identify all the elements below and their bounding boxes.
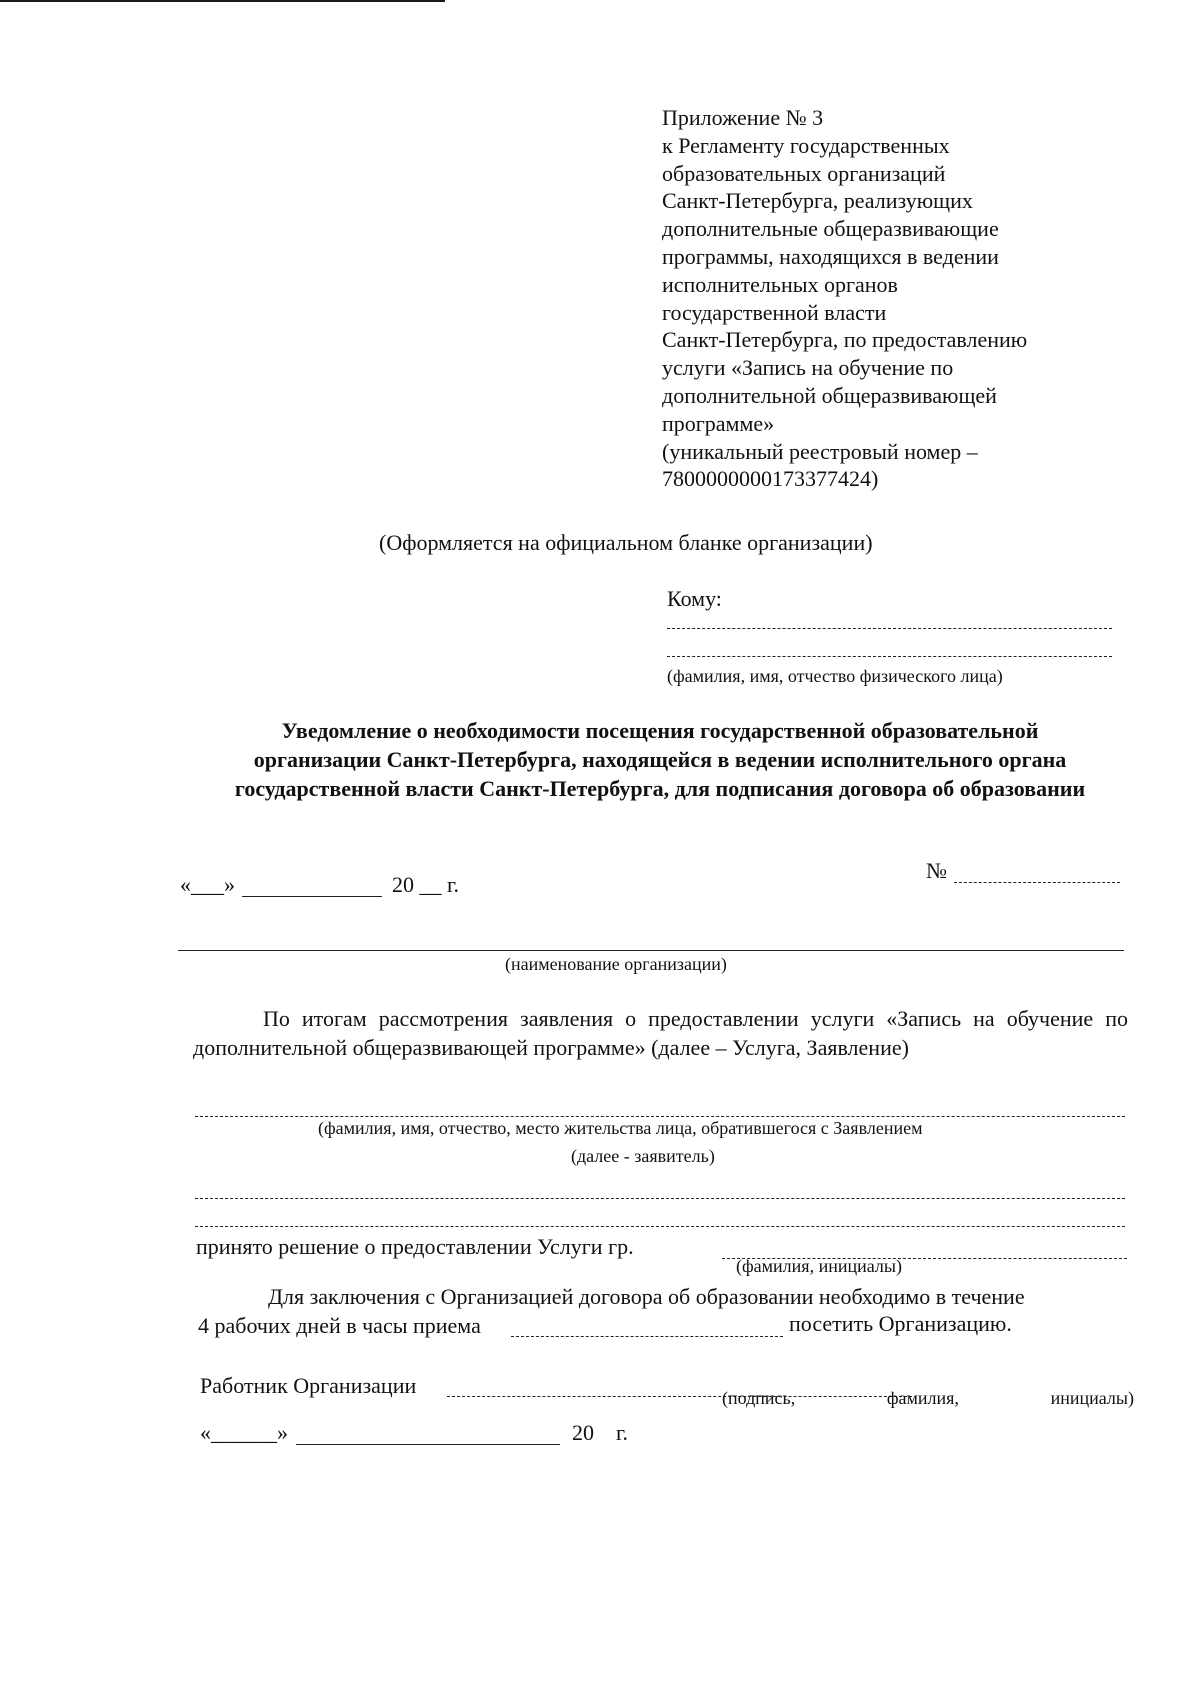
appendix-block bbox=[662, 104, 1027, 493]
appendix-line: Санкт-Петербурга, реализующих bbox=[662, 188, 973, 214]
date-month-line bbox=[242, 896, 382, 897]
main-paragraph bbox=[193, 1004, 1128, 1062]
appendix-line: исполнительных органов bbox=[662, 271, 898, 297]
paragraph-text: По итогам рассмотрения заявления о предоставлении услуги «Запись на обучение по дополнительной общеразвивающей программе» (далее – Услуга, Заявление) bbox=[193, 1006, 1128, 1060]
appendix-line: программы, находящихся в ведении bbox=[662, 243, 999, 269]
recipient-line-1 bbox=[667, 628, 1112, 629]
appendix-line: Санкт-Петербурга, по предоставлению bbox=[662, 327, 1028, 353]
appendix-line: Приложение № 3 bbox=[662, 105, 824, 130]
blank-note: (Оформляется на официальном бланке организации) bbox=[379, 530, 873, 555]
recipient-caption: (фамилия, имя, отчество физического лица) bbox=[667, 666, 1003, 686]
decision-caption: (фамилия, инициалы) bbox=[736, 1256, 902, 1276]
signature-caption-part: инициалы) bbox=[1050, 1388, 1134, 1408]
appendix-line: дополнительной общеразвивающей bbox=[662, 382, 997, 408]
applicant-line-1 bbox=[195, 1116, 1125, 1117]
signature-caption-part: фамилия, bbox=[886, 1388, 959, 1408]
title-line: государственной власти Санкт-Петербурга, для подписания договора об образовании bbox=[234, 776, 1086, 801]
applicant-caption-line-1: (фамилия, имя, отчество, место жительства лица, обратившегося с Заявлением bbox=[318, 1118, 923, 1138]
applicant-line-3 bbox=[195, 1226, 1125, 1227]
appendix-line: дополнительные общеразвивающие bbox=[662, 216, 999, 242]
title-line: Уведомление о необходимости посещения государственной образовательной bbox=[281, 718, 1039, 743]
bottom-date-open: «______» bbox=[200, 1420, 288, 1445]
appendix-line: программе» bbox=[662, 410, 775, 436]
title-line: организации Санкт-Петербурга, находящейся в ведении исполнительного органа bbox=[253, 747, 1067, 772]
visit-line-1: Для заключения с Организацией договора об образовании необходимо в течение bbox=[268, 1284, 1025, 1309]
decision-text: принято решение о предоставлении Услуги гр. bbox=[196, 1234, 634, 1259]
date-year: 20 __ г. bbox=[392, 872, 460, 897]
organization-line bbox=[178, 950, 1124, 951]
number-label: № bbox=[926, 858, 947, 883]
scan-edge-line bbox=[0, 0, 445, 2]
organization-caption: (наименование организации) bbox=[505, 954, 727, 974]
applicant-line-2 bbox=[195, 1198, 1125, 1199]
visit-line-2-end: посетить Организацию. bbox=[789, 1311, 1012, 1336]
appendix-line: услуги «Запись на обучение по bbox=[662, 355, 954, 381]
appendix-line: государственной власти bbox=[662, 299, 887, 325]
visit-hours-line bbox=[511, 1336, 783, 1337]
appendix-line: к Регламенту государственных bbox=[662, 132, 950, 158]
number-line bbox=[954, 882, 1120, 883]
appendix-line: 7800000000173377424) bbox=[662, 466, 879, 492]
signature-label: Работник Организации bbox=[200, 1373, 417, 1398]
signature-caption-part: (подпись, bbox=[722, 1388, 796, 1408]
date-open: «___» bbox=[180, 872, 235, 897]
appendix-line: образовательных организаций bbox=[662, 160, 946, 186]
recipient-line-2 bbox=[667, 656, 1112, 657]
bottom-date-year: 20 г. bbox=[572, 1420, 629, 1445]
appendix-line: (уникальный реестровый номер – bbox=[662, 438, 978, 464]
visit-line-2-start: 4 рабочих дней в часы приема bbox=[198, 1313, 481, 1338]
document-title bbox=[170, 716, 1150, 803]
applicant-caption-line-2: (далее - заявитель) bbox=[571, 1146, 715, 1166]
recipient-label: Кому: bbox=[667, 586, 722, 611]
bottom-date-month-line bbox=[296, 1444, 560, 1445]
signature-caption bbox=[722, 1388, 1134, 1409]
